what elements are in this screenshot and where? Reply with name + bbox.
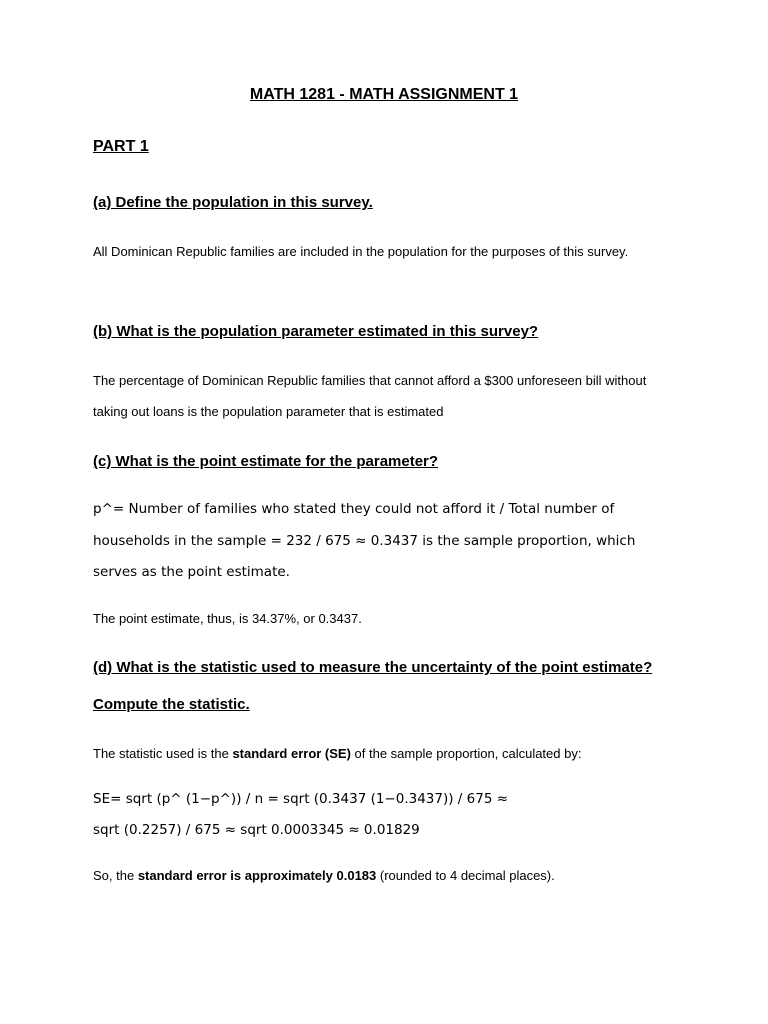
se-conclusion <box>93 860 673 891</box>
statistic-description <box>93 738 673 769</box>
conclusion-text-post: (rounded to 4 decimal places). <box>376 868 555 883</box>
statistic-text-post: of the sample proportion, calculated by: <box>350 746 582 761</box>
answer-a: All Dominican Republic families are included in the population for the purposes of this survey. <box>93 244 629 259</box>
question-b: (b) What is the population parameter estimated in this survey? <box>93 323 539 340</box>
se-formula-line-2: sqrt (0.2257) / 675 ≈ sqrt 0.0003345 ≈ 0.01829 <box>93 822 420 838</box>
point-estimate-formula: p^= Number of families who stated they could not afford it / Total number of households in the sample = 232 / 675 ≈ 0.3437 is the sample proportion, which serves as the point estimate. <box>93 501 636 580</box>
part-heading: PART 1 <box>93 138 149 155</box>
document-title: MATH 1281 - MATH ASSIGNMENT 1 <box>249 86 519 103</box>
question-d: (d) What is the statistic used to measure the uncertainty of the point estimate? Compute the statistic. <box>93 659 653 713</box>
se-formula-line-1: SE= sqrt (p^ (1−p^)) / n = sqrt (0.3437 (1−0.3437)) / 675 ≈ <box>93 791 509 807</box>
answer-b: The percentage of Dominican Republic families that cannot afford a $300 unforeseen bill without taking out loans is the population parameter that is estimated <box>93 373 647 419</box>
statistic-text-pre: The statistic used is the <box>93 746 233 761</box>
question-a: (a) Define the population in this survey. <box>93 194 373 211</box>
conclusion-text-pre: So, the <box>93 868 138 883</box>
question-c: (c) What is the point estimate for the parameter? <box>93 453 439 470</box>
conclusion-bold: standard error is approximately 0.0183 <box>137 868 377 883</box>
statistic-name-bold: standard error (SE) <box>232 746 351 761</box>
answer-c: The point estimate, thus, is 34.37%, or 0.3437. <box>93 611 362 626</box>
